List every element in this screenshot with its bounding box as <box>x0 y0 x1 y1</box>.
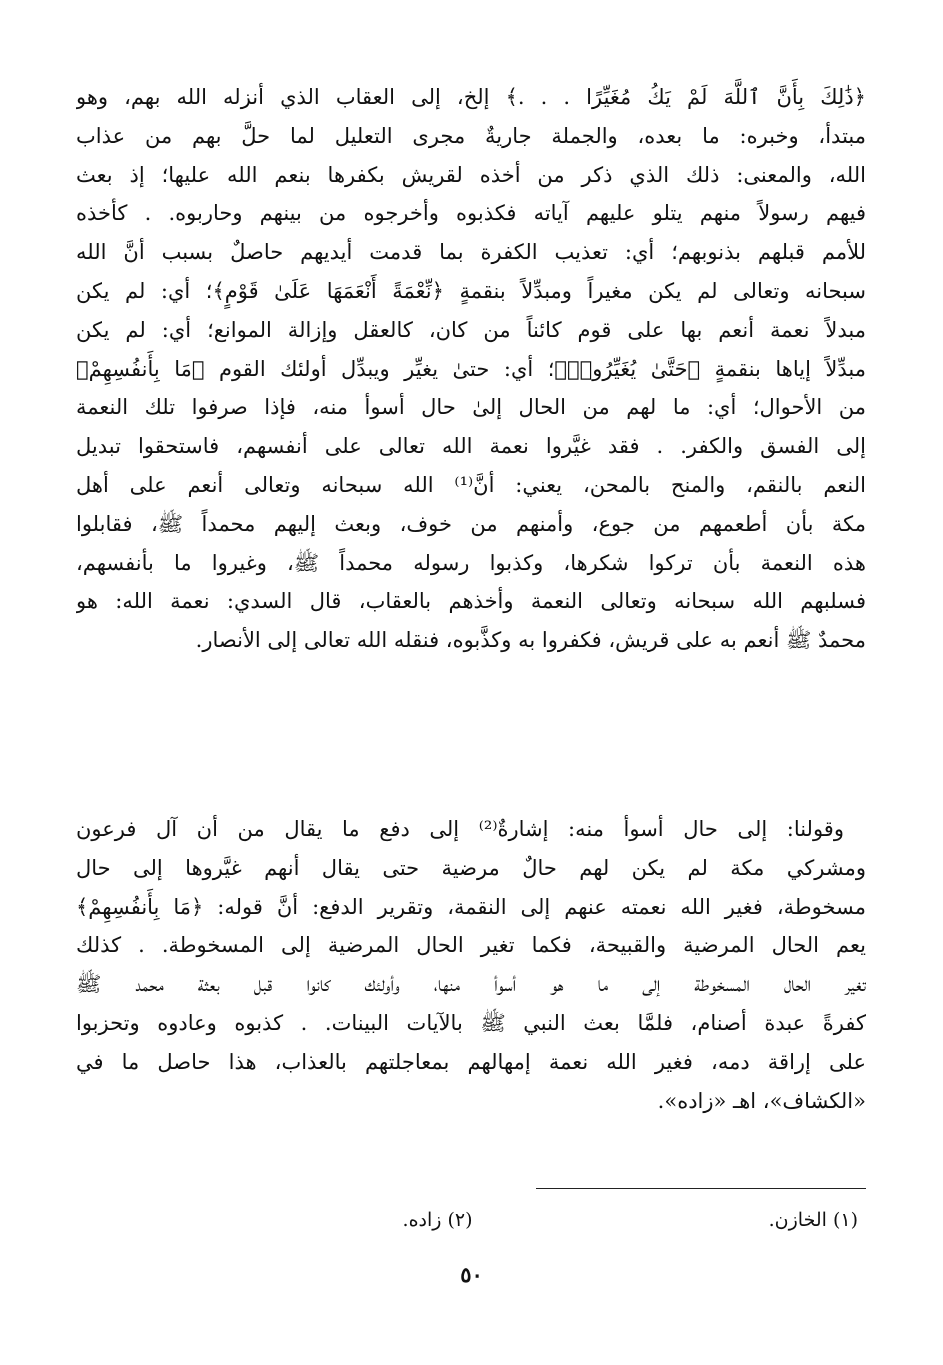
text-line: وقولنا: إلى حال أسوأ منه: إشارةٌ⁽²⁾ إلى دفع ما يقال من أن آل فرعون <box>76 817 844 841</box>
paragraph-2 <box>76 810 866 1120</box>
text-line: على إراقة دمه، فغير الله نعمة إمهالهم بمعاجلتهم بالعذاب، هذا حاصل ما في <box>76 1049 866 1074</box>
text-line: للأمم قبلهم بذنوبهم؛ أي: تعذيب الكفرة بما قدمت أيديهم حاصلٌ بسبب أنَّ الله <box>76 240 866 265</box>
paragraph-1 <box>76 78 866 660</box>
text-line: مكة بأن أطعمهم من جوع، وأمنهم من خوف، وبعث إليهم محمداً ﷺ، فقابلوا <box>76 511 866 536</box>
footnote-2: (٢) زاده. <box>402 1209 473 1231</box>
text-line: مبدلاً نعمة أنعم بها على قوم كائناً من كان، كالعقل وإزالة الموانع؛ أي: لم يكن <box>76 317 866 342</box>
footnote-divider <box>536 1188 866 1189</box>
footnotes <box>76 1205 866 1235</box>
text-line: تغير الحال المسخوطة إلى ما هو أسوأ منها، وأولئك كانوا قبل بعثة محمد ﷺ <box>76 972 866 997</box>
text-line: ومشركي مكة لم يكن لهم حالٌ مرضية حتى يقال أنهم غيَّروها إلى حال <box>76 855 866 880</box>
text-line: سبحانه وتعالى لم يكن مغيراً ومبدِّلاً بنقمةٍ ﴿نِّعْمَةً أَنْعَمَهَا عَلَىٰ قَوْمٍ﴾؛ أي: لم يكن <box>76 278 866 303</box>
text-line: يعم الحال المرضية والقبيحة، فكما تغير الحال المرضية إلى المسخوطة. . كذلك <box>76 933 866 958</box>
text-line: ﴿ذَٰلِكَ بِأَنَّ ٱللَّهَ لَمْ يَكُ مُغَيِّرًا . . .﴾ إلخ، إلى العقاب الذي أنزله الله بهم، وهو <box>76 85 866 109</box>
text-line: فسلبهم الله سبحانه وتعالى النعمة وأخذهم بالعقاب، قال السدي: نعمة الله: هو <box>76 589 866 614</box>
footnote-1: (١) الخازن. <box>768 1209 858 1231</box>
text-line: من الأحوال؛ أي: ما لهم من الحال إلىٰ حال أسوأ منه، فإذا صرفوا تلك النعمة <box>76 395 866 420</box>
page-number: ٥٠ <box>460 1262 483 1287</box>
text-line: إلى الفسق والكفر. . فقد غيَّروا نعمة الله تعالى على أنفسهم، فاستحقوا تبديل <box>76 434 866 459</box>
text-line: «الكشاف»، اهـ «زاده». <box>657 1088 866 1113</box>
text-line: النعم بالنقم، والمنح بالمحن، يعني: أنَّ⁽¹⁾ الله سبحانه وتعالى أنعم على أهل <box>76 472 866 497</box>
text-line: مبتدأ، وخبره: ما بعده، والجملة جاريةٌ مجرى التعليل لما حلَّ بهم من عذاب <box>76 123 866 148</box>
text-line: مسخوطة، فغير الله نعمته عنهم إلى النقمة، وتقرير الدفع: أنَّ قوله: ﴿مَا بِأَنفُسِهِمْ﴾ <box>76 894 866 919</box>
text-line: فيهم رسولاً منهم يتلو عليهم آياته فكذبوه وأخرجوه من بينهم وحاربوه. . كأخذه <box>76 201 866 226</box>
text-line: محمدٌ ﷺ أنعم به على قريش، فكفروا به وكذَّبوه، فنقله الله تعالى إلى الأنصار. <box>195 628 866 653</box>
text-line: كفرةً عبدة أصنام، فلمَّا بعث النبي ﷺ بالآيات البينات. . كذبوه وعادوه وتحزبوا <box>76 1010 866 1035</box>
text-line: هذه النعمة بأن تركوا شكرها، وكذبوا رسوله محمداً ﷺ، وغيروا ما بأنفسهم، <box>76 550 866 575</box>
text-line: مبدِّلاً إياها بنقمةٍ ﴿حَتَّىٰ يُغَيِّرُوا۟﴾؛ أي: حتىٰ يغيِّر ويبدِّل أولئك القوم ﴿مَا بِأَنفُسِهِمْ﴾ <box>76 356 866 381</box>
text-line: الله، والمعنى: ذلك الذي ذكر من أخذه لقريش بكفرها بنعم الله عليها؛ إذ بعث <box>76 162 866 187</box>
